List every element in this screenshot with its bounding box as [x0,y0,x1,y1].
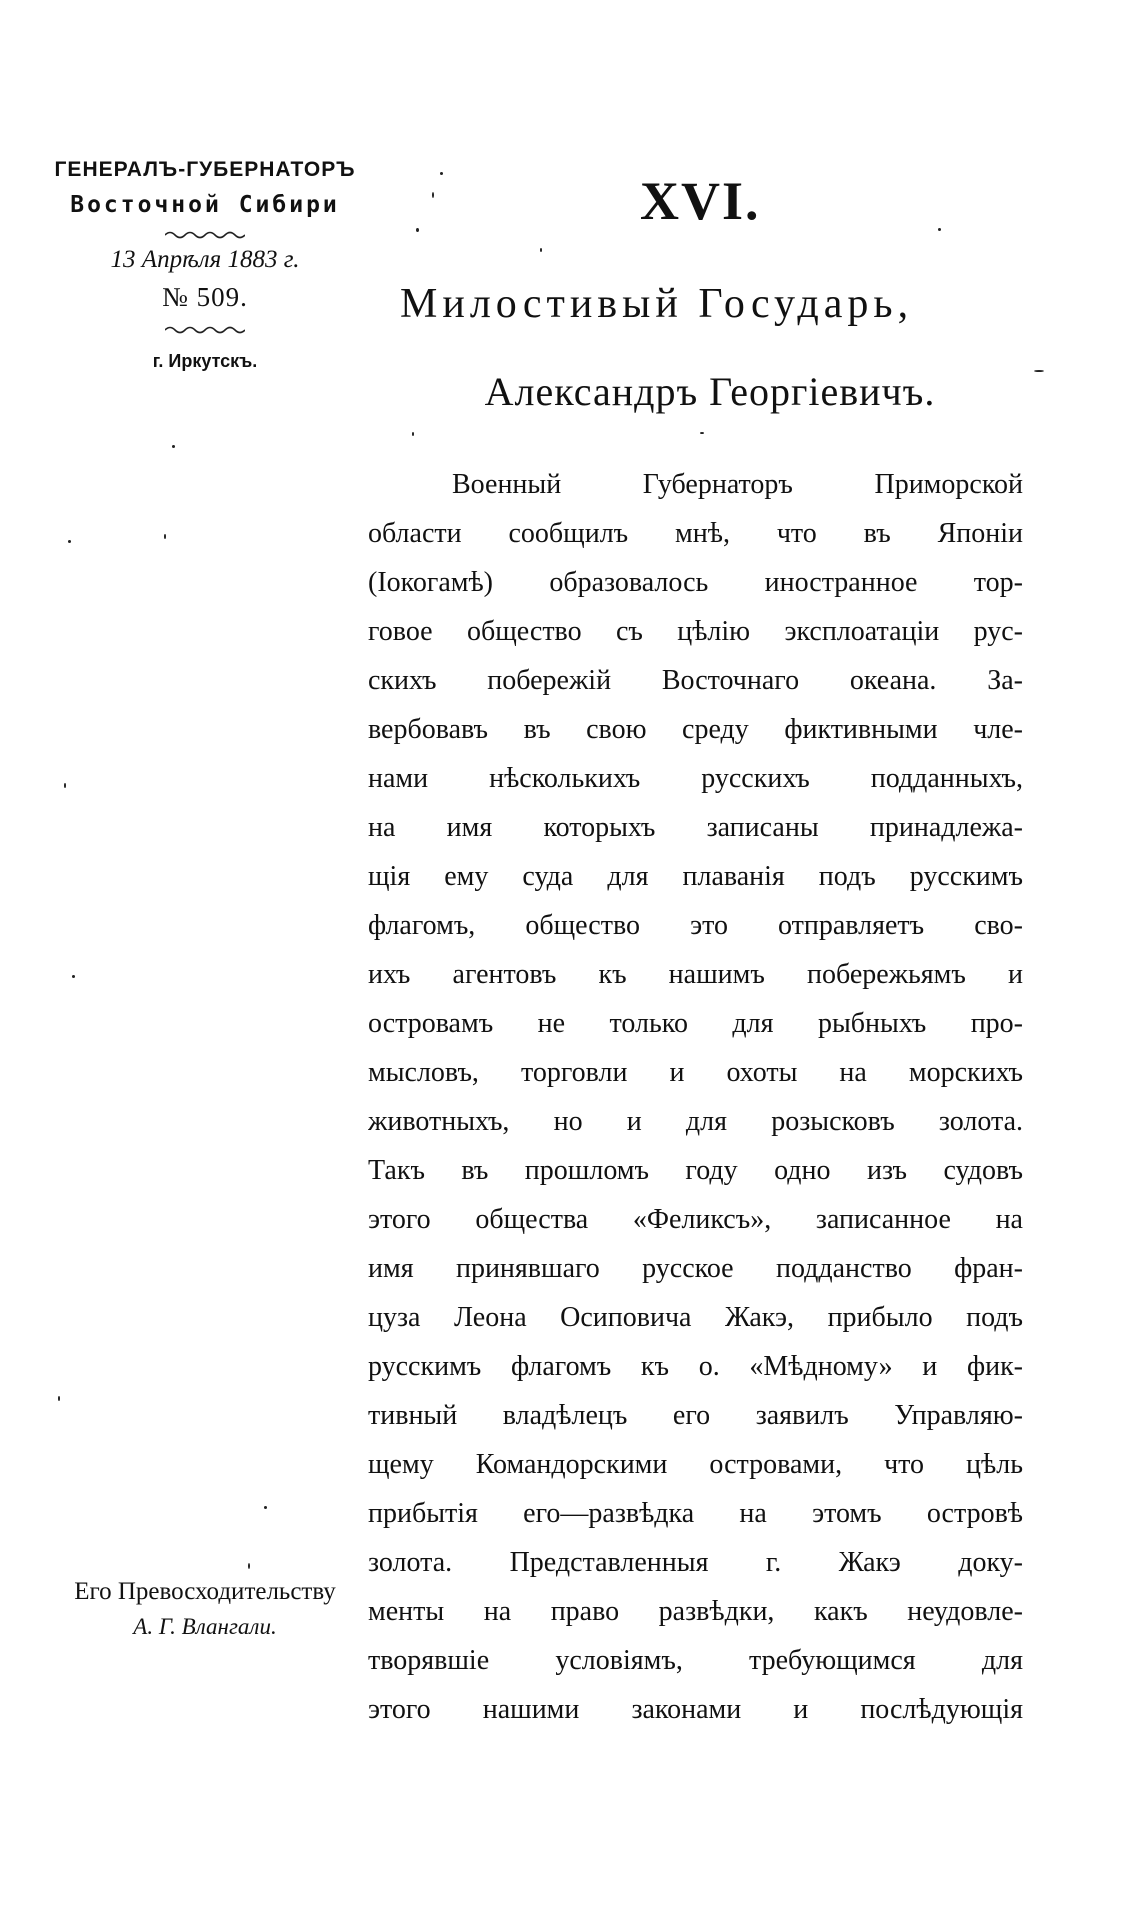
letter-body [368,460,1023,1734]
body-line: этого нашими законами и послѣдующія [368,1694,1023,1725]
print-speck [172,445,175,448]
body-line: менты на право развѣдки, какъ неудовле- [368,1596,1023,1627]
body-line: области сообщилъ мнѣ, что въ Японіи [368,518,1023,549]
print-speck [72,975,75,978]
print-speck [416,228,419,232]
body-line: флагомъ, общество это отправляетъ сво- [368,910,1023,941]
print-speck [64,783,66,788]
body-line: Такъ въ прошломъ году одно изъ судовъ [368,1155,1023,1186]
print-speck [164,534,166,539]
print-speck [432,192,434,198]
body-line: нами нѣсколькихъ русскихъ подданныхъ, [368,763,1023,794]
letter-date: 13 Апрѣля 1883 г. [110,246,300,273]
recipient-title: Его Превосходительству [74,1578,336,1605]
print-speck [68,540,71,543]
print-speck [938,228,941,231]
body-line: прибытія его—развѣдка на этомъ островѣ [368,1498,1023,1529]
squiggle-divider-icon [165,325,245,335]
body-line: животныхъ, но и для розысковъ золота. [368,1106,1023,1137]
body-line: скихъ побережій Восточнаго океана. За- [368,665,1023,696]
issuing-region: Восточной Сибири [70,192,340,218]
squiggle-divider-icon [165,230,245,240]
body-line: цуза Леона Осиповича Жакэ, прибыло подъ [368,1302,1023,1333]
margin-header [40,158,370,372]
body-line: островамъ не только для рыбныхъ про- [368,1008,1023,1039]
body-line: русскимъ флагомъ къ о. «Мѣдному» и фик- [368,1351,1023,1382]
recipient-block [40,1578,370,1640]
letter-place: г. Иркутскъ. [152,351,258,371]
body-line: имя принявшаго русское подданство фран- [368,1253,1023,1284]
body-line: вербовавъ въ свою среду фиктивными чле- [368,714,1023,745]
body-line: мысловъ, торговли и охоты на морскихъ [368,1057,1023,1088]
body-line: ихъ агентовъ къ нашимъ побережьямъ и [368,959,1023,990]
recipient-name: А. Г. Влангали. [133,1614,277,1639]
body-line: золота. Представленныя г. Жакэ доку- [368,1547,1023,1578]
print-speck [1034,370,1044,372]
body-line: на имя которыхъ записаны принадлежа- [368,812,1023,843]
body-line: творявшіе условіямъ, требующимся для [368,1645,1023,1676]
body-line: щему Командорскими островами, что цѣль [368,1449,1023,1480]
body-line: тивный владѣлецъ его заявилъ Управляю- [368,1400,1023,1431]
letter-number: № 509. [162,282,248,312]
print-speck [440,172,443,175]
chapter-number: XVI. [640,171,761,231]
salutation: Милостивый Государь, [400,281,914,327]
print-speck [248,1563,250,1569]
body-line: этого общества «Феликсъ», записанное на [368,1204,1023,1235]
print-speck [264,1506,267,1509]
print-speck [412,432,414,436]
body-line: Военный Губернаторъ Приморской [452,469,1023,500]
print-speck [540,248,542,252]
body-line: (Іокогамѣ) образовалось иностранное тор- [368,567,1023,598]
print-speck [700,432,704,434]
print-speck [58,1396,60,1401]
body-line: щія ему суда для плаванія подъ русскимъ [368,861,1023,892]
body-line: говое общество съ цѣлію эксплоатаціи рус- [368,616,1023,647]
addressee-name: Александръ Георгіевичъ. [484,369,936,414]
issuing-office: ГЕНЕРАЛЪ-ГУБЕРНАТОРЪ [54,158,356,181]
